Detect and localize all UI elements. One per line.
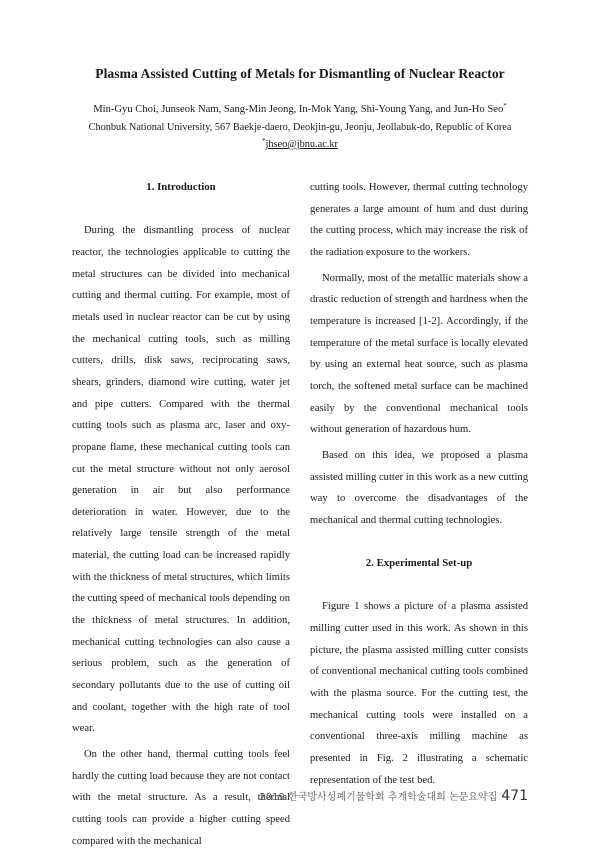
conference-name: 2019 한국방사성폐기물학회 추계학술대회 논문요약집 — [259, 792, 498, 803]
contact-email — [0, 139, 600, 150]
corresponding-author-mark: * — [503, 102, 507, 110]
page-number: 471 — [501, 788, 528, 804]
paragraph: On the other hand, thermal cutting tools feel hardly the cutting load because they are not contact with the metal structure. As a result, thermal cutting tools can provide a higher cutting speed compared with the mechanical — [72, 749, 290, 847]
email-link[interactable]: jhseo@jbnu.ac.kr — [265, 139, 338, 150]
paragraph: Based on this idea, we proposed a plasma assisted milling cutter in this work as a new cutting way to overcome the disadvantages of the mechanical and thermal cutting technologies. — [310, 449, 528, 526]
page-footer — [259, 788, 528, 804]
author-names: Min-Gyu Choi, Junseok Nam, Sang-Min Jeong, In-Mok Yang, Shi-Young Yang, and Jun-Ho Seo — [93, 104, 504, 115]
paper-title: Plasma Assisted Cutting of Metals for Dismantling of Nuclear Reactor — [95, 66, 505, 81]
section-heading-experimental-setup: 2. Experimental Set-up — [365, 557, 473, 570]
left-column — [72, 177, 290, 856]
section-heading-introduction: 1. Introduction — [146, 181, 216, 193]
paragraph: Normally, most of the metallic materials show a drastic reduction of strength and hardness when the temperature is increased [1-2]. Accordingly, if the temperature of the metal surface is locally elevated by using an external heat source, such as plasma torch, the softened metal surface can be machined easily by the conventional mechanical tools without generation of hazardous hum. — [310, 272, 528, 436]
paragraph: Figure 1 shows a picture of a plasma assisted milling cutter used in this work. As shown in this picture, the plasma assisted milling cutter consists of conventional mechanical cutting tools combined with the plasma source. For the cutting test, the mechanical cutting tools were installed on a conventional three-axis milling machine as presented in Fig. 2 illustrating a schematic representation of the test bed. — [310, 601, 528, 786]
paragraph-continuation: cutting tools. However, thermal cutting technology generates a large amount of hum and dust during the cutting process, which may increase the risk of the radiation exposure to the workers. — [310, 182, 528, 258]
author-list — [0, 104, 600, 115]
paragraph: During the dismantling process of nuclear reactor, the technologies applicable to cutting the metal structures can be divided into mechanical cutting and thermal cutting. For example, most of metals used in nuclear reactor can be cut by using the mechanical cutting tools, such as milling cutters, drills, disk saws, reciprocating saws, shears, grinders, diamond wire cutting, water jet and pipe cutters. Compared with the thermal cutting tools such as plasma arc, laser and oxy-propane flame, these mechanical cutting tools can cut the metal structure without not only aerosol generation in air but also performance deterioration in water. However, due to the relatively large tensile strength of the metal material, the cutting load can be increased rapidly with the thickness of metal structures, which limits the cutting speed of mechanical tools depending on the thickness of metal structures. In addition, mechanical cutting technologies can also cause a serious problem, such as the generation of secondary pollutants due to the use of cutting oil and coolant, together with the high rate of tool wear. — [72, 225, 290, 735]
email-mark: * — [262, 137, 266, 145]
affiliation: Chonbuk National University, 567 Baekje-daero, Deokjin-gu, Jeonju, Jeollabuk-do, Republic of Korea — [88, 122, 512, 133]
right-column — [310, 177, 528, 795]
